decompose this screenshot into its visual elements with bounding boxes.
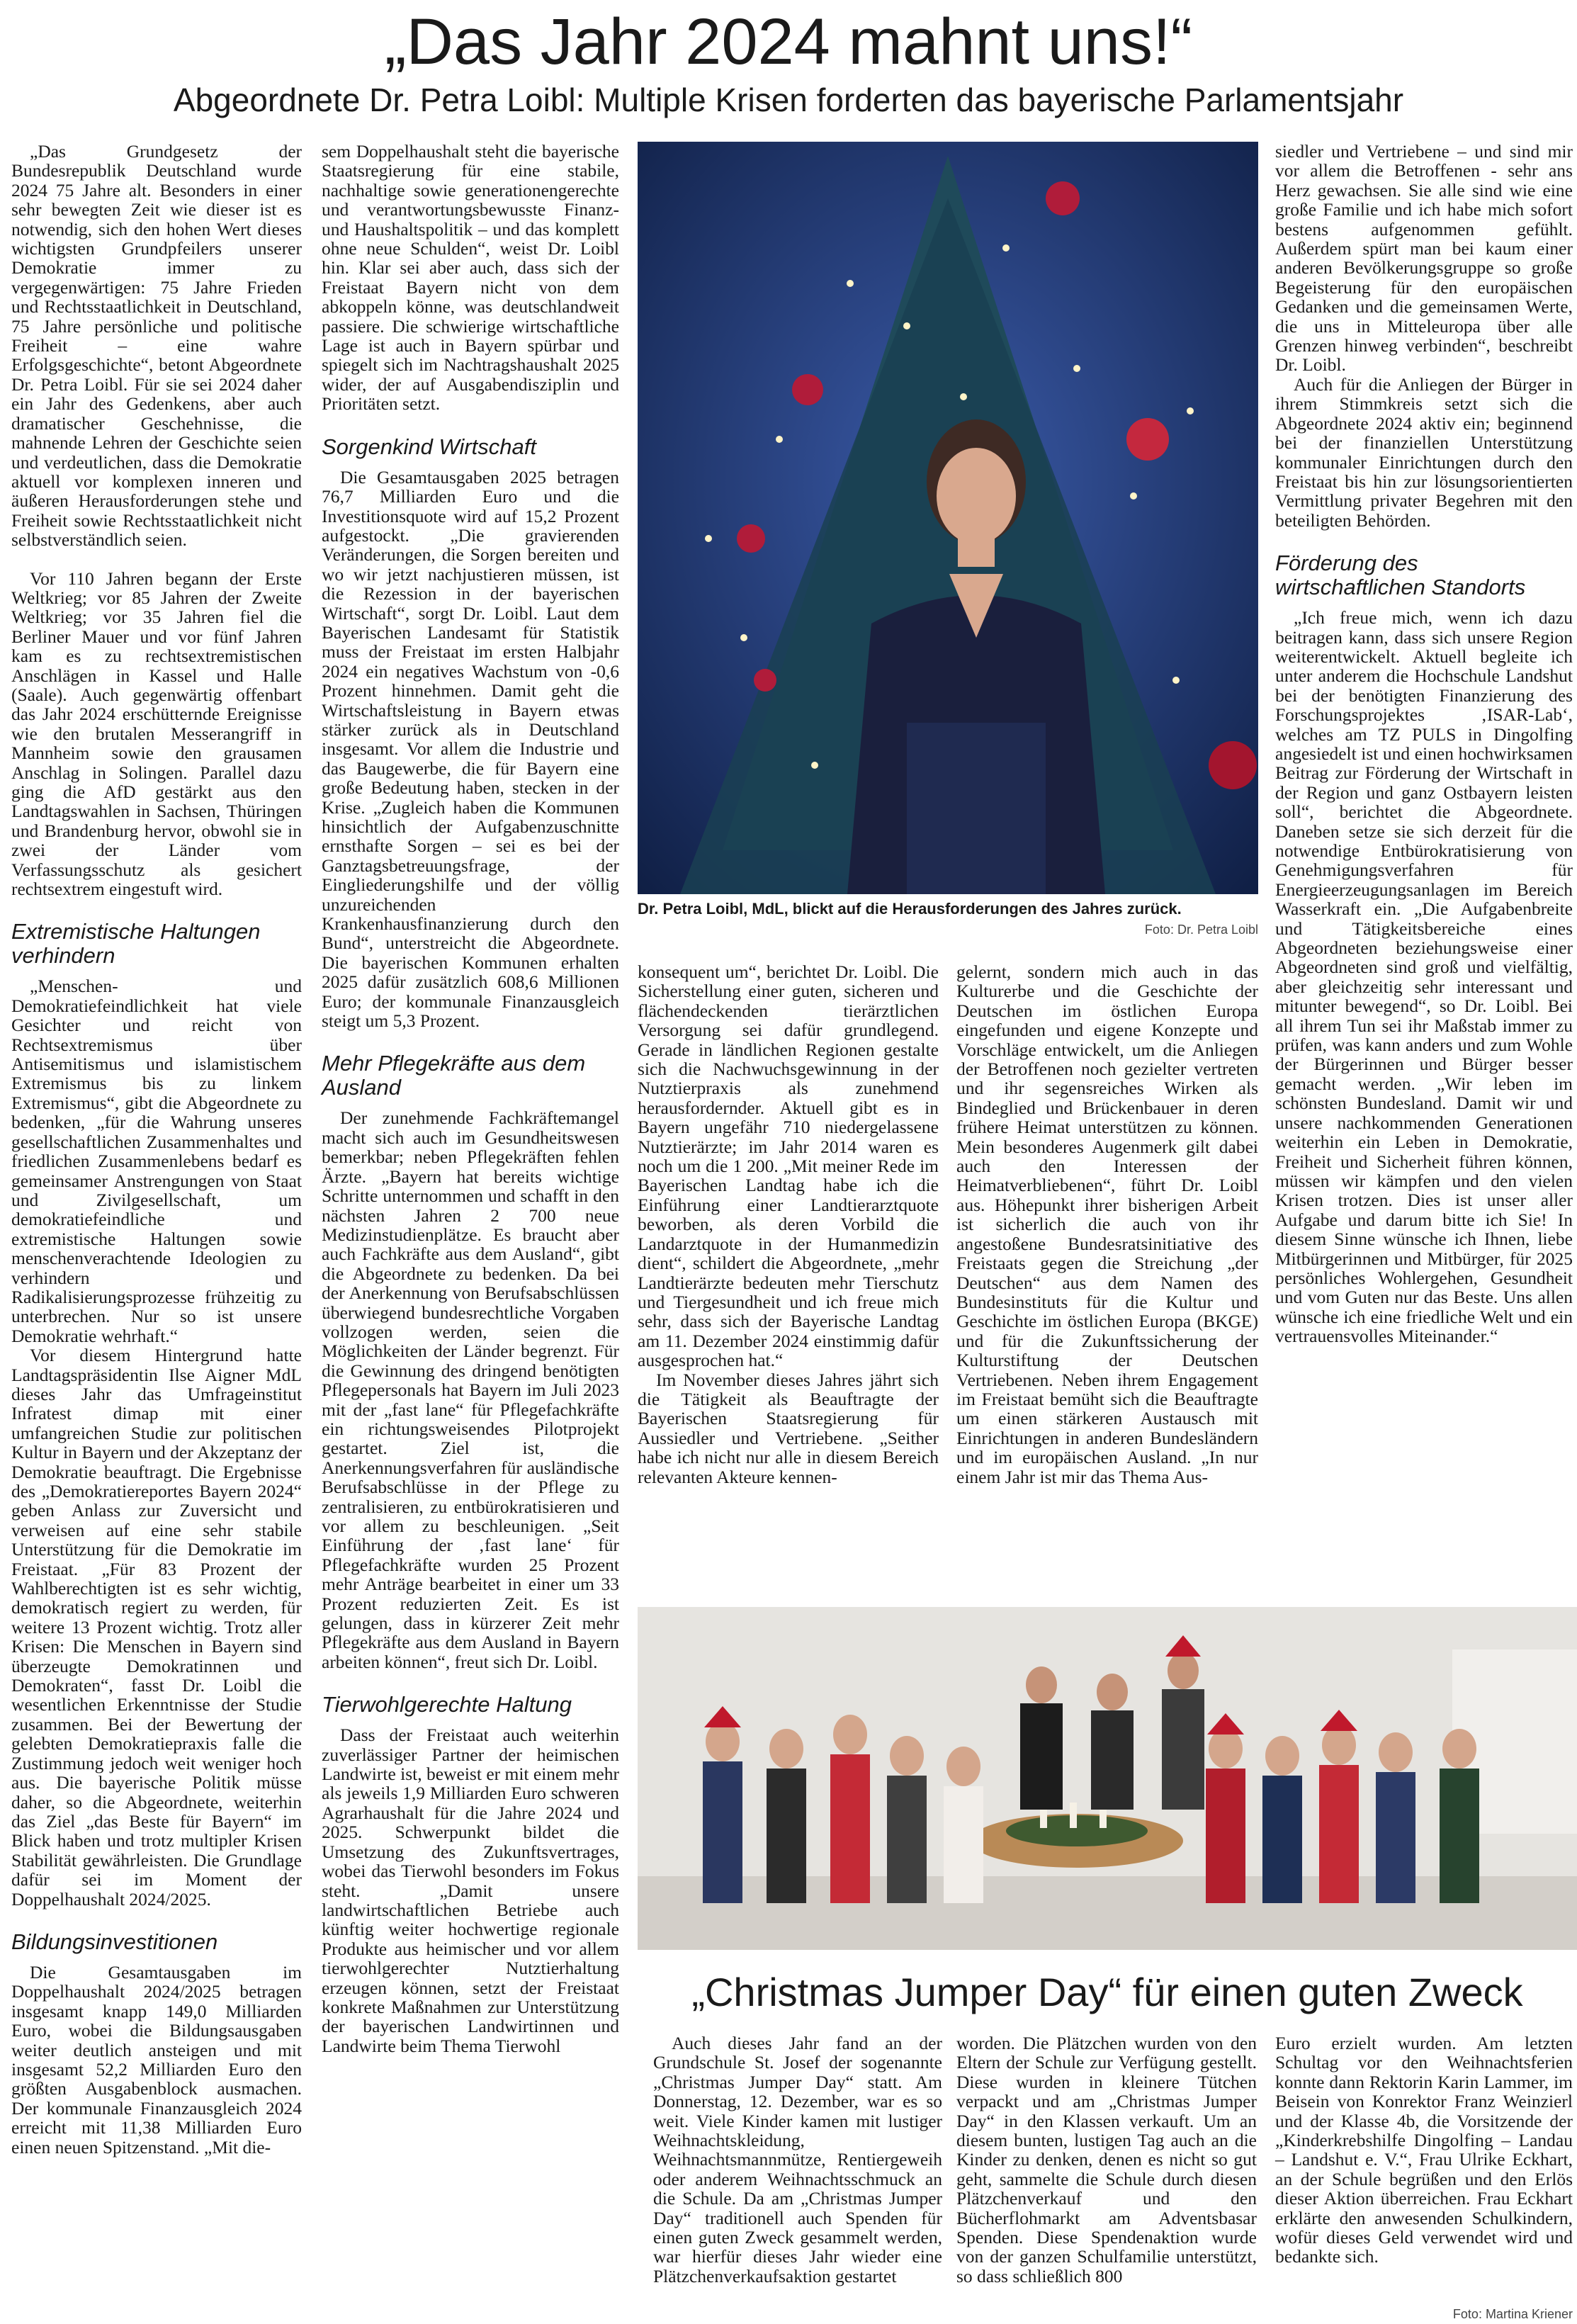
paragraph: Die Gesamtausgaben im Doppelhaushalt 2024/2025 betragen insgesamt knapp 149,0 Milliarden Euro, wobei die Bildungsausgaben weiter deutlich ansteigen und mit insgesamt 52,2 Milliarden Euro den größten Ausgabenblock ausmachen. Der kommunale Finanzausgleich 2024 erreicht mit 11,38 Milliarden Euro einen neuen Spitzenstand. „Mit die- [11, 1961, 302, 2157]
headline: „Das Jahr 2024 mahnt uns!“ [384, 6, 1193, 78]
class-group-image [638, 1607, 1577, 1950]
article2-title: „Christmas Jumper Day“ für einen guten Zweck [691, 1970, 1523, 2014]
section-heading: Bildungsinvestitionen [11, 1929, 218, 1954]
paragraph: Im November dieses Jahres jährt sich die Tätigkeit als Beauftragte der Bayerischen Staatsregierung für Aussiedler und Vertriebene. „Seither habe ich nicht nur alle in diesem Bereich relevanten Akteure kennen- [638, 1369, 939, 1487]
paragraph: Die Gesamtausgaben 2025 betragen 76,7 Milliarden Euro und die Investitionsquote wird auf 15,2 Prozent aufgestockt. „Die gravierenden Veränderungen, die Sorgen bereiten und wo wir jetzt nachjustieren müssen, ist die Rezession in der bayerischen Wirtschaft“, sorgt Dr. Loibl. Laut dem Bayerischen Landesamt für Statistik muss der Freistaat im ersten Halbjahr 2024 ein negatives Wachstum von -0,6 Prozent hinnehmen. Damit geht die Wirtschaftsleistung in Bayern etwas stärker zurück als in Deutschland insgesamt. Vor allem die Industrie und das Baugewerbe, die für Bayern eine große Bedeutung haben, stecken in der Krise. „Zugleich haben die Kommunen hinsichtlich der Aufgabenzuschnitte ernsthafte Sorgen – sei es bei der Ganztagsbetreuungsfrage, der Eingliederungshilfe und der völlig unzureichenden Krankenhausfinanzierung durch den Bund“, unterstreicht die Abgeordnete. Die bayerischen Kommunen erhalten 2025 dafür zusätzlich 608,6 Millionen Euro; der kommunale Finanzausgleich steigt um 5,3 Prozent. [322, 466, 619, 1032]
paragraph: Auch für die Anliegen der Bürger in ihrem Stimmkreis setzt sich die Abgeordnete 2024 aktiv ein; beginnend bei der finanziellen Unterstützung kommunaler Einrichtungen durch den Freistaat bis hin zur lösungsorientierten Vermittlung privater Begehren mit den beteiligten Behörden. [1275, 373, 1573, 531]
paragraph: „Das Grundgesetz der Bundesrepublik Deutschland wurde 2024 75 Jahre alt. Besonders in einer sehr bewegten Zeit wie dieser ist es notwendig, sich den hohen Wert dieses wichtigsten Grundpfeilers unserer Demokratie immer zu vergegenwärtigen: 75 Jahre Frieden und Rechtsstaatlichkeit in Deutschland, 75 Jahre persönliche und politische Freiheit – eine wahre Erfolgsgeschichte“, betont Abgeordnete Dr. Petra Loibl. Für sie sei 2024 daher ein Jahr des Gedenkens, aber auch dramatischer Geschehnisse, die mahnende Lehren der Geschichte seien und verdeutlichen, dass die Demokratie aktuell vor komplexen inneren und äußeren Herausforderungen stehe und Freiheit sowie Rechtsstaatlichkeit nicht selbstverständlich seien. [11, 141, 302, 551]
paragraph: Auch dieses Jahr fand an der Grundschule St. Josef der sogenannte „Christmas Jumper Day“ statt. Am Donnerstag, 12. Dezember, war es so weit. Viele Kinder kamen mit lustiger Weihnachtskleidung, Weihnachtsmannmütze, Rentiergeweih oder anderem Weihnachtsschmuck an die Schule. Da am „Christmas Jumper Day“ traditionell auch Spenden für einen guten Zweck gesammelt werden, war hierfür dieses Jahr wieder eine Plätzchenverkaufsaktion gestartet [653, 2033, 942, 2286]
article-column-4 [956, 962, 1258, 1487]
article-column-3 [638, 962, 939, 1487]
paragraph: worden. Die Plätzchen wurden von den Eltern der Schule zur Verfügung gestellt. Diese wurden in kleinere Tütchen verpackt und am „Christmas Jumper Day“ in den Klassen verkauft. Um an diesem bunten, lustigen Tag auch an die Kinder zu denken, denen es nicht so gut geht, sammelte die Schule durch diesen Plätzchenverkauf und den Bücherflohmarkt am Adventsbasar Spenden. Diese Spendenaktion wurde von der ganzen Schulfamilie unterstützt, so dass schließlich 800 [956, 2033, 1257, 2286]
christmas-tree-portrait-image [638, 142, 1258, 894]
subheadline: Abgeordnete Dr. Petra Loibl: Multiple Krisen forderten das bayerische Parlamentsjahr [173, 81, 1404, 118]
photo-caption: Dr. Petra Loibl, MdL, blickt auf die Herausforderungen des Jahres zurück. [638, 900, 1182, 918]
article-column-2 [322, 142, 619, 2055]
paragraph: „Menschen- und Demokratiefeindlichkeit hat viele Gesichter und reicht von Rechtsextremismus über Antisemitismus und islamistischem Extremismus bis zu linkem Extremismus“, gibt die Abgeordnete zu bedenken, „für die Wahrung unseres gesellschaftlichen Zusammenhaltes und friedlichen Zusammenlebens bedarf es gemeinsamer Anstrengungen von Staat und Zivilgesellschaft, um demokratiefeindliche und extremistische Haltungen sowie menschenverachtende Ideologien zu verhindern und Radikalisierungsprozesse frühzeitig zu unterbrechen. Nur so ist unsere Demokratie wehrhaft.“ [11, 976, 302, 1346]
paragraph: konsequent um“, berichtet Dr. Loibl. Die Sicherstellung einer guten, sicheren und flächendeckenden tierärztlichen Versorgung sei dafür grundlegend. Gerade in ländlichen Regionen gestalte sich die Nachwuchsgewinnung in der Nutztierpraxis als zunehmend herausfordernder. Aktuell gibt es in Bayern ungefähr 710 niedergelassene Nutztierärzte; im Jahr 2014 waren es noch um die 1 200. „Mit meiner Rede im Bayerischen Landtag habe ich die Einführung einer Landtierarztquote beworben, als deren Vorbild die Landarztquote in der Humanmedizin dient“, schildert die Abgeordnete, „mehr Landtierärzte bedeuten mehr Tierschutz und Tiergesundheit und ich freue mich sehr, dass sich der Bayerische Landtag am 11. Dezember 2024 einstimmig dafür ausgesprochen hat.“ [638, 961, 939, 1371]
section-heading: Tierwohlgerechte Haltung [322, 1692, 572, 1717]
article2-column-2 [956, 2034, 1257, 2286]
paragraph: sem Doppelhaushalt steht die bayerische Staatsregierung für eine stabile, nachhaltige sowie generationengerechte und verantwortungsbewusste Finanz- und Haushaltspolitik – und das komplett ohne neue Schulden“, weist Dr. Loibl hin. Klar sei aber auch, dass sich der Freistaat Bayern nicht von dem abkoppeln könne, was deutschlandweit passiere. Die schwierige wirtschaftliche Lage ist auch in Bayern spürbar und spiegelt sich im Nachtragshaushalt 2025 wider, der auf Ausgabendisziplin und Prioritäten setzt. [322, 141, 619, 414]
portrait-photo [638, 142, 1258, 894]
paragraph: Vor 110 Jahren begann der Erste Weltkrieg; vor 85 Jahren der Zweite Weltkrieg; vor 35 Jahren fiel die Berliner Mauer und vor fünf Jahren kam es zu rechtsextremistischen Anschlägen in Kassel und Halle (Saale). Auch gegenwärtig offenbart das Jahr 2024 erschütternde Ereignisse wie den brutalen Messerangriff in Mannheim sowie den grausamen Anschlag in Solingen. Parallel dazu ging die AfD gestärkt aus den Landtagswahlen in Sachsen, Thüringen und Brandenburg hervor, obwohl sie in zwei der Länder vom Verfassungsschutz als gesichert rechtsextrem eingestuft wird. [11, 568, 302, 900]
article-column-1 [11, 142, 302, 2157]
paragraph: Der zunehmende Fachkräftemangel macht sich auch im Gesundheitswesen bemerkbar; neben Pflegekräften fehlen Ärzte. „Bayern hat bereits wichtige Schritte unternommen und schafft in den nächsten Jahren 2 700 neue Medizinstudienplätze. Es braucht aber auch Fachkräfte aus dem Ausland“, gibt die Abgeordnete zu bedenken. Da bei der Anerkennung von Berufsabschlüssen überwiegend bundesrechtliche Vorgaben vollzogen werden, seien die Möglichkeiten der Länder begrenzt. Für die Gewinnung des dringend benötigten Pflegepersonals hat Bayern im Juli 2023 mit der „fast lane“ für Pflegefachkräfte ein richtungsweisendes Pilotprojekt gestartet. Ziel ist, die Anerkennungsverfahren für ausländische Berufsabschlüsse in der Pflege zu zentralisieren, zu entbürokratisieren und vor allem zu beschleunigen. „Seit Einführung der ‚fast lane‘ für Pflegefachkräfte wurden 25 Prozent mehr Anträge bearbeitet in einer um 33 Prozent reduzierten Zeit. Es ist gelungen, dass in kürzerer Zeit mehr Pflegekräfte aus dem Ausland in Bayern arbeiten können“, freut sich Dr. Loibl. [322, 1107, 619, 1672]
paragraph: Euro erzielt wurden. Am letzten Schultag vor den Weihnachtsferien konnte dann Rektorin Karin Lammer, im Beisein von Konrektor Franz Weinzierl und der Klasse 4b, die Vorsitzende der „Kinderkrebshilfe Dingolfing – Landau – Landshut e. V.“, Frau Ulrike Eckhart, an der Schule begrüßen und den Erlös dieser Aktion überreichen. Frau Eckhart erklärte den anwesenden Schulkindern, wofür dieses Geld verwendet wird und bedankte sich. [1275, 2033, 1573, 2267]
article2-column-1 [653, 2034, 942, 2286]
section-heading: Förderung des wirtschaftlichen Standorts [1275, 551, 1526, 600]
paragraph: gelernt, sondern mich auch in das Kulturerbe und die Geschichte der Deutschen im östlichen Europa eingefunden und eigene Konzepte und Vorschläge entwickelt, um die Anliegen der Betroffenen noch gezielter vertreten und ihr segensreiches Wirken als Bindeglied und Brückenbauer in deren frühere Heimat unterstützen zu können. Mein besonderes Augenmerk gilt dabei auch den Interessen der Heimatverbliebenen“, führt Dr. Loibl aus. Höhepunkt ihrer bisherigen Arbeit ist sicherlich die auch von ihr angestoßene Bundesratsinitiative des Freistaats gegen die Streichung „der Deutschen“ aus dem Namen des Bundesinstituts für die Kultur und Geschichte im östlichen Europa (BKGE) und für die Zukunftssicherung der Kulturstiftung der Deutschen Vertriebenen. Neben ihrem Engagement im Freistaat bemüht sich die Beauftragte um einen stärkeren Austausch mit Einrichtungen in anderen Bundesländern und im europäischen Ausland. „In nur einem Jahr ist mir das Thema Aus- [956, 961, 1258, 1487]
article2-column-3 [1275, 2034, 1573, 2267]
photo-credit: Foto: Dr. Petra Loibl [1144, 923, 1258, 937]
paragraph: siedler und Vertriebene – und sind mir vor allem die Betroffenen - sehr ans Herz gewachsen. Sie alle sind wie eine große Familie und ich habe mich sofort bestens aufgenommen gefühlt. Außerdem spürt man bei kaum einer anderen Bevölkerungsgruppe so große Begeisterung für den europäischen Gedanken und die gemeinsamen Werte, die uns in Mitteleuropa über alle Grenzen hinweg verbinden“, beschreibt Dr. Loibl. [1275, 141, 1573, 376]
paragraph: „Ich freue mich, wenn ich dazu beitragen kann, dass sich unsere Region weiterentwickelt. Aktuell begleite ich unter anderem die Hochschule Landshut bei der benötigten Finanzierung des Forschungsprojektes ‚ISAR-Lab‘, welches am TZ PULS in Dingolfing angesiedelt ist und einen hochwirksamen Beitrag zur Förderung der Wirtschaft in der Region und ganz Ostbayern leisten soll“, berichtet die Abgeordnete. Daneben setze sie sich derzeit für die notwendige Entbürokratisierung von Genehmigungsverfahren für Energieerzeugungsanlagen im Bereich Wasserkraft ein. „Die Aufgabenbreite und Tätigkeitsbereiche eines Abgeordneten beziehungsweise einer Abgeordneten sind groß und vielfältig, aber gleichzeitig sehr interessant und mitunter bewegend“, so Dr. Loibl. Bei all ihrem Tun sei ihr Maßstab immer zu prüfen, was kann anders und zum Wohle der Bürgerinnen und Bürger besser gemacht werden. „Wir leben im schönsten Bundesland. Damit wir und unsere nachkommenden Generationen weiterhin ein Leben in Demokratie, Freiheit und Sicherheit führen können, müssen wir kämpfen und den vielen Krisen trotzen. Dies ist unser aller Aufgabe und darum bitte ich Sie! In diesem Sinne wünsche ich Ihnen, liebe Mitbürgerinnen und Mitbürger, für 2025 persönliches Wohlergehen, Gesundheit und vom Guten nur das Beste. Uns allen wünsche ich eine friedliche Welt und ein vertrauensvolles Miteinander.“ [1275, 607, 1573, 1347]
photo-credit: Foto: Martina Kriener [1452, 2307, 1573, 2321]
paragraph: Vor diesem Hintergrund hatte Landtagspräsidentin Ilse Aigner MdL dieses Jahr das Umfrageinstitut Infratest dimap mit einer umfangreichen Studie zur politischen Kultur in Bayern und der Akzeptanz der Demokratie beauftragt. Die Ergebnisse des „Demokratiereportes Bayern 2024“ geben Anlass zur Zuversicht und verweisen auf eine sehr stabile Unterstützung für die Demokratie im Freistaat. „Für 83 Prozent der Wahlberechtigten ist es sehr wichtig, demokratisch regiert zu werden, für weitere 13 Prozent wichtig. Trotz aller Krisen: Die Menschen in Bayern sind überzeugte Demokratinnen und Demokraten“, fasst Dr. Loibl die wesentlichen Erkenntnisse der Studie zusammen. Bei der Bewertung der gelebten Demokratiepraxis falle die Zustimmung jedoch weit weniger hoch aus. Die bayerische Politik müsse daher, so die Abgeordnete, weiterhin das Ziel „das Beste für Bayern“ im Blick haben und trotz multipler Krisen Stabilität gewährleisten. Die Grundlage dafür sei im Moment der Doppelhaushalt 2024/2025. [11, 1345, 302, 1910]
section-heading: Extremistische Haltungen verhindern [11, 919, 261, 969]
class-group-photo [638, 1607, 1577, 1950]
section-heading: Mehr Pflegekräfte aus dem Ausland [322, 1051, 586, 1100]
paragraph: Dass der Freistaat auch weiterhin zuverlässiger Partner der heimischen Landwirte ist, beweist er mit einem mehr als jeweils 1,9 Milliarden Euro schweren Agrarhaushalt für die Jahre 2024 und 2025. Schwerpunkt bildet die Umsetzung des Zukunftsvertrages, wobei das Tierwohl besonders im Fokus steht. „Damit unsere landwirtschaftlichen Betriebe auch künftig weiter hochwertige regionale Produkte aus heimischer und vor allem tierwohlgerechter Nutztierhaltung erzeugen können, setzt der Freistaat konkrete Maßnahmen zur Unterstützung der bayerischen Landwirtinnen und Landwirte beim Thema Tierwohl [322, 1725, 619, 2056]
article-column-5 [1275, 142, 1573, 1346]
section-heading: Sorgenkind Wirtschaft [322, 434, 536, 459]
